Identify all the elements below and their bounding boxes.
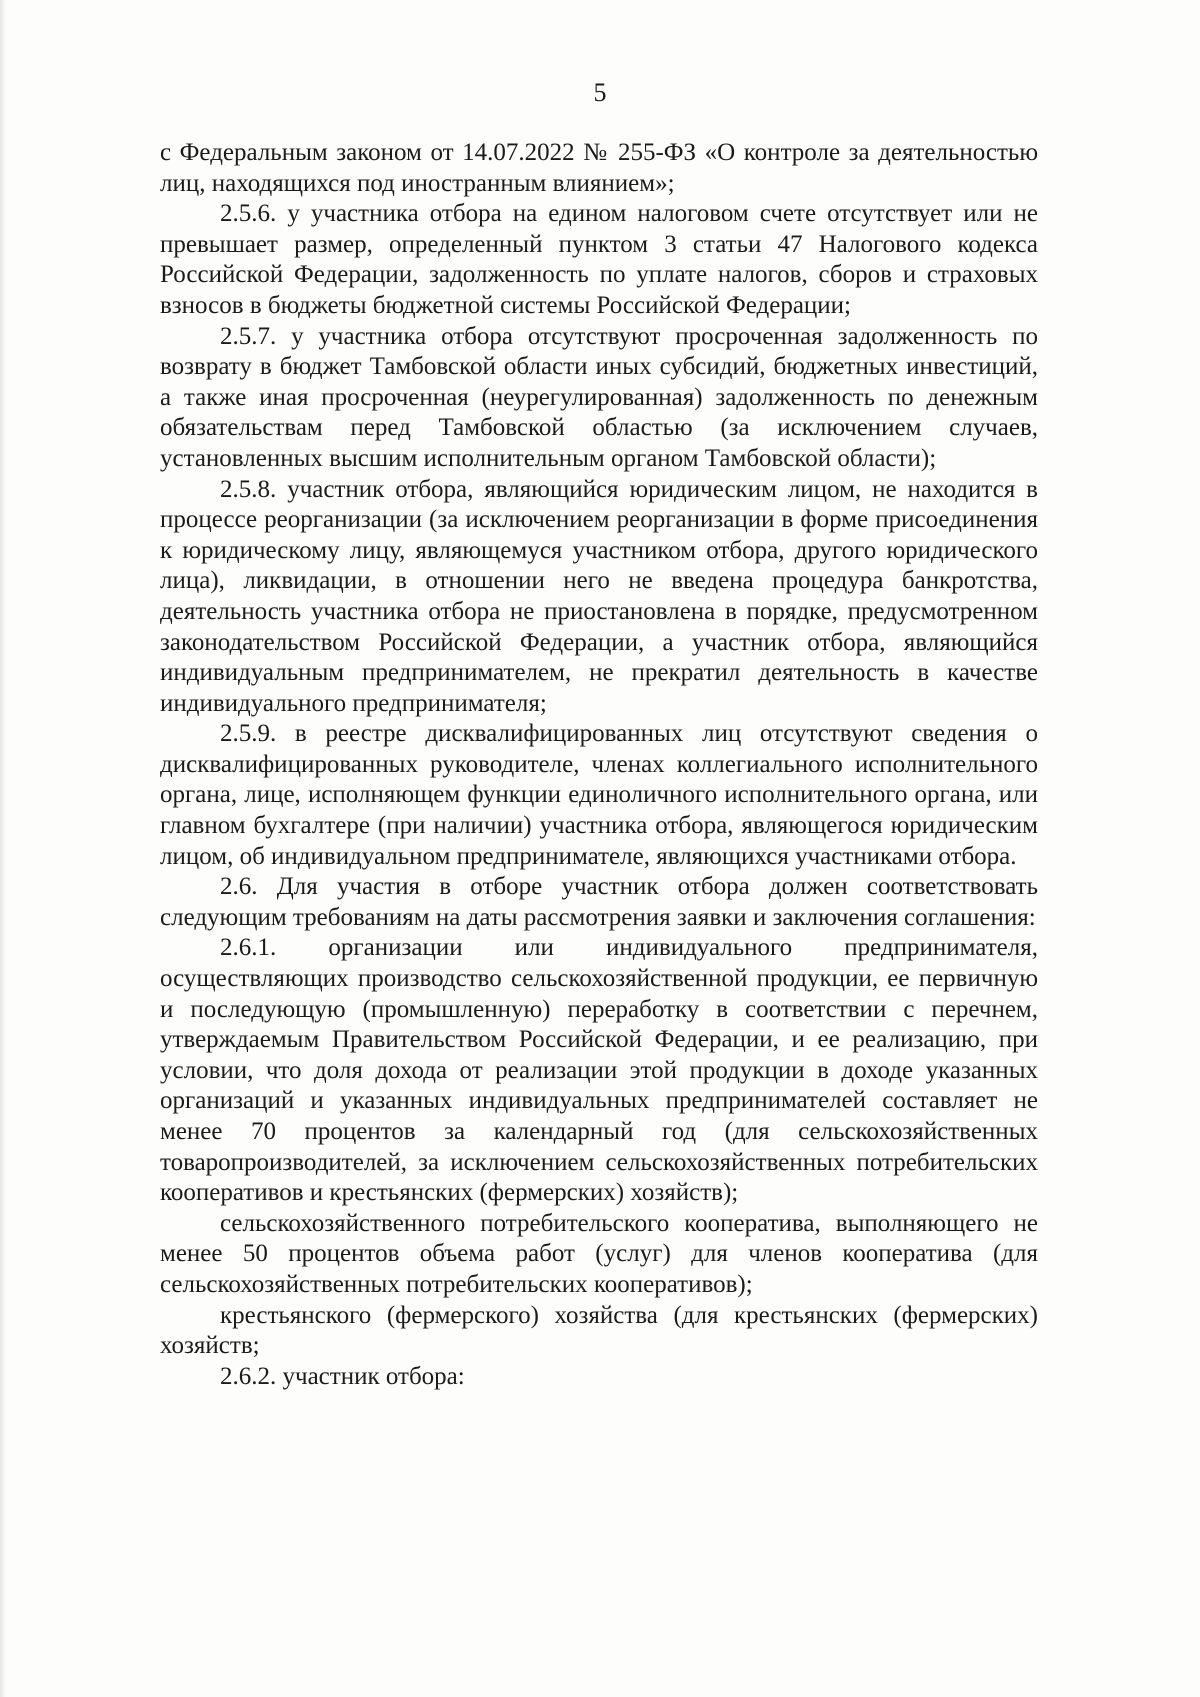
paragraph-2-6-1: 2.6.1. организации или индивидуального предпринимателя, осуществляющих производство сельскохозяйственной продукции, ее первичную и последующую (промышленную) переработку в соответствии с перечнем, утверждаемым Правительством Российской Федерации, и ее реализацию, при условии, что доля дохода от реализации этой продукции в доходе указанных организаций и указанных индивидуальных предпринимателей составляет не менее 70 процентов за календарный год (для сельскохозяйственных товаропроизводителей, за исключением сельскохозяйственных потребительских кооперативов и крестьянских (фермерских) хозяйств);	[160, 934, 1038, 1207]
paragraph-farm: крестьянского (фермерского) хозяйства (для крестьянских (фермерских) хозяйств;	[160, 1301, 1038, 1360]
paragraph-2-6: 2.6. Для участия в отборе участник отбора должен соответствовать следующим требованиям на даты рассмотрения заявки и заключения соглашения:	[160, 873, 1038, 931]
paragraph-2-5-9: 2.5.9. в реестре дисквалифицированных лиц отсутствуют сведения о дисквалифицированных руководителе, членах коллегиального исполнительного органа, лице, исполняющем функции единоличного исполнительного органа, или главном бухгалтере (при наличии) участника отбора, являющегося юридическим лицом, об индивидуальном предпринимателе, являющихся участниками отбора.	[160, 720, 1038, 870]
document-body	[160, 138, 1038, 1392]
page-number: 5	[593, 78, 607, 107]
paragraph-2-5-6: 2.5.6. у участника отбора на едином налоговом счете отсутствует или не превышает размер, определенный пунктом 3 статьи 47 Налогового кодекса Российской Федерации, задолженность по уплате налогов, сборов и страховых взносов в бюджеты бюджетной системы Российской Федерации;	[160, 200, 1038, 319]
paragraph-2-6-2: 2.6.2. участник отбора:	[220, 1362, 465, 1390]
scan-edge	[0, 0, 6, 1697]
paragraph-2-5-7: 2.5.7. у участника отбора отсутствуют просроченная задолженность по возврату в бюджет Тамбовской области иных субсидий, бюджетных инвестиций, а также иная просроченная (неурегулированная) задолженность по денежным обязательствам перед Тамбовской областью (за исключением случаев, установленных высшим исполнительным органом Тамбовской области);	[160, 322, 1038, 472]
paragraph-cooperative: сельскохозяйственного потребительского кооператива, выполняющего не менее 50 процентов объема работ (услуг) для членов кооператива (для сельскохозяйственных потребительских кооперативов);	[160, 1209, 1038, 1298]
paragraph-continuation: с Федеральным законом от 14.07.2022 № 255-ФЗ «О контроле за деятельностью лиц, находящихся под иностранным влиянием»;	[160, 139, 1038, 197]
paragraph-2-5-8: 2.5.8. участник отбора, являющийся юридическим лицом, не находится в процессе реорганизации (за исключением реорганизации в форме присоединения к юридическому лицу, являющемуся участником отбора, другого юридического лица), ликвидации, в отношении него не введена процедура банкротства, деятельность участника отбора не приостановлена в порядке, предусмотренном законодательством Российской Федерации, а участник отбора, являющийся индивидуальным предпринимателем, не прекратил деятельность в качестве индивидуального предпринимателя;	[160, 475, 1038, 717]
